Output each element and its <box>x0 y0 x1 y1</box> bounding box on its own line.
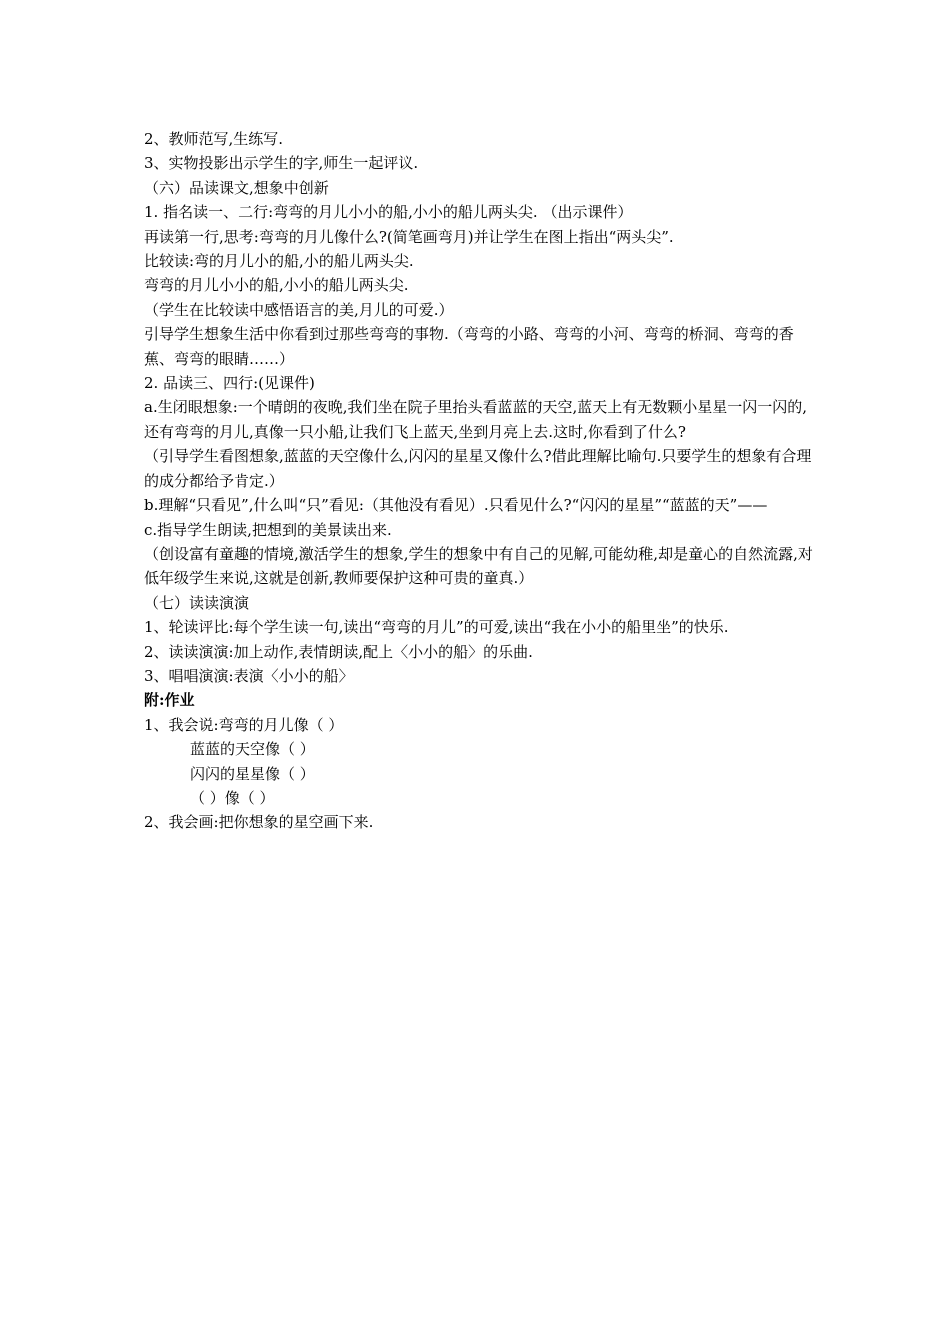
text-line: 比较读:弯的月儿小的船,小的船儿两头尖. <box>144 252 414 271</box>
text-paragraph: b.理解“只看见”,什么叫“只”看见:（其他没有看见）.只看见什么?“闪闪的星星”“蓝蓝的天”—— <box>144 496 768 515</box>
text-line: 2、读读演演:加上动作,表情朗读,配上〈小小的船〉的乐曲. <box>144 642 533 661</box>
homework-subitem: 蓝蓝的天空像（ ） <box>190 740 315 759</box>
document-body <box>144 127 816 835</box>
text-line: c.指导学生朗读,把想到的美景读出来. <box>144 520 392 539</box>
homework-title: 附:作业 <box>144 691 195 710</box>
text-paragraph: a.生闭眼想象:一个晴朗的夜晚,我们坐在院子里抬头看蓝蓝的天空,蓝天上有无数颗小星星一闪一闪的,还有弯弯的月儿,真像一只小船,让我们飞上蓝天,坐到月亮上去.这时,你看到了什么? <box>144 398 808 441</box>
text-line: 再读第一行,思考:弯弯的月儿像什么?(简笔画弯月)并让学生在图上指出“两头尖”. <box>144 227 674 246</box>
section-heading: （六）品读课文,想象中创新 <box>144 178 329 197</box>
text-line: 2. 品读三、四行:(见课件) <box>144 374 315 393</box>
homework-subitem: （ ）像（ ） <box>190 788 275 807</box>
text-line: 2、教师范写,生练写. <box>144 130 284 148</box>
text-line: （学生在比较读中感悟语言的美,月儿的可爱.） <box>144 300 454 319</box>
text-paragraph: 1、轮读评比:每个学生读一句,读出“弯弯的月儿”的可爱,读出“我在小小的船里坐”的快乐. <box>144 618 729 637</box>
text-line: 3、实物投影出示学生的字,师生一起评议. <box>144 154 419 173</box>
text-paragraph: （引导学生看图想象,蓝蓝的天空像什么,闪闪的星星又像什么?借此理解比喻句.只要学生的想象有合理的成分都给予肯定.） <box>144 447 812 490</box>
text-paragraph: 引导学生想象生活中你看到过那些弯弯的事物.（弯弯的小路、弯弯的小河、弯弯的桥洞、弯弯的香蕉、弯弯的眼睛……） <box>144 325 794 368</box>
homework-item: 2、我会画:把你想象的星空画下来. <box>144 813 374 832</box>
section-heading: （七）读读演演 <box>144 593 250 612</box>
homework-item: 1、我会说:弯弯的月儿像（ ） <box>144 715 344 734</box>
text-line: 3、唱唱演演:表演〈小小的船〉 <box>144 666 354 685</box>
text-line: 1. 指名读一、二行:弯弯的月儿小小的船,小小的船儿两头尖. （出示课件） <box>144 203 633 222</box>
text-paragraph: （创设富有童趣的情境,激活学生的想象,学生的想象中有自己的见解,可能幼稚,却是童心的自然流露,对低年级学生来说,这就是创新,教师要保护这种可贵的童真.） <box>144 544 813 588</box>
homework-subitem: 闪闪的星星像（ ） <box>190 764 315 783</box>
text-line: 弯弯的月儿小小的船,小小的船儿两头尖. <box>144 276 409 295</box>
